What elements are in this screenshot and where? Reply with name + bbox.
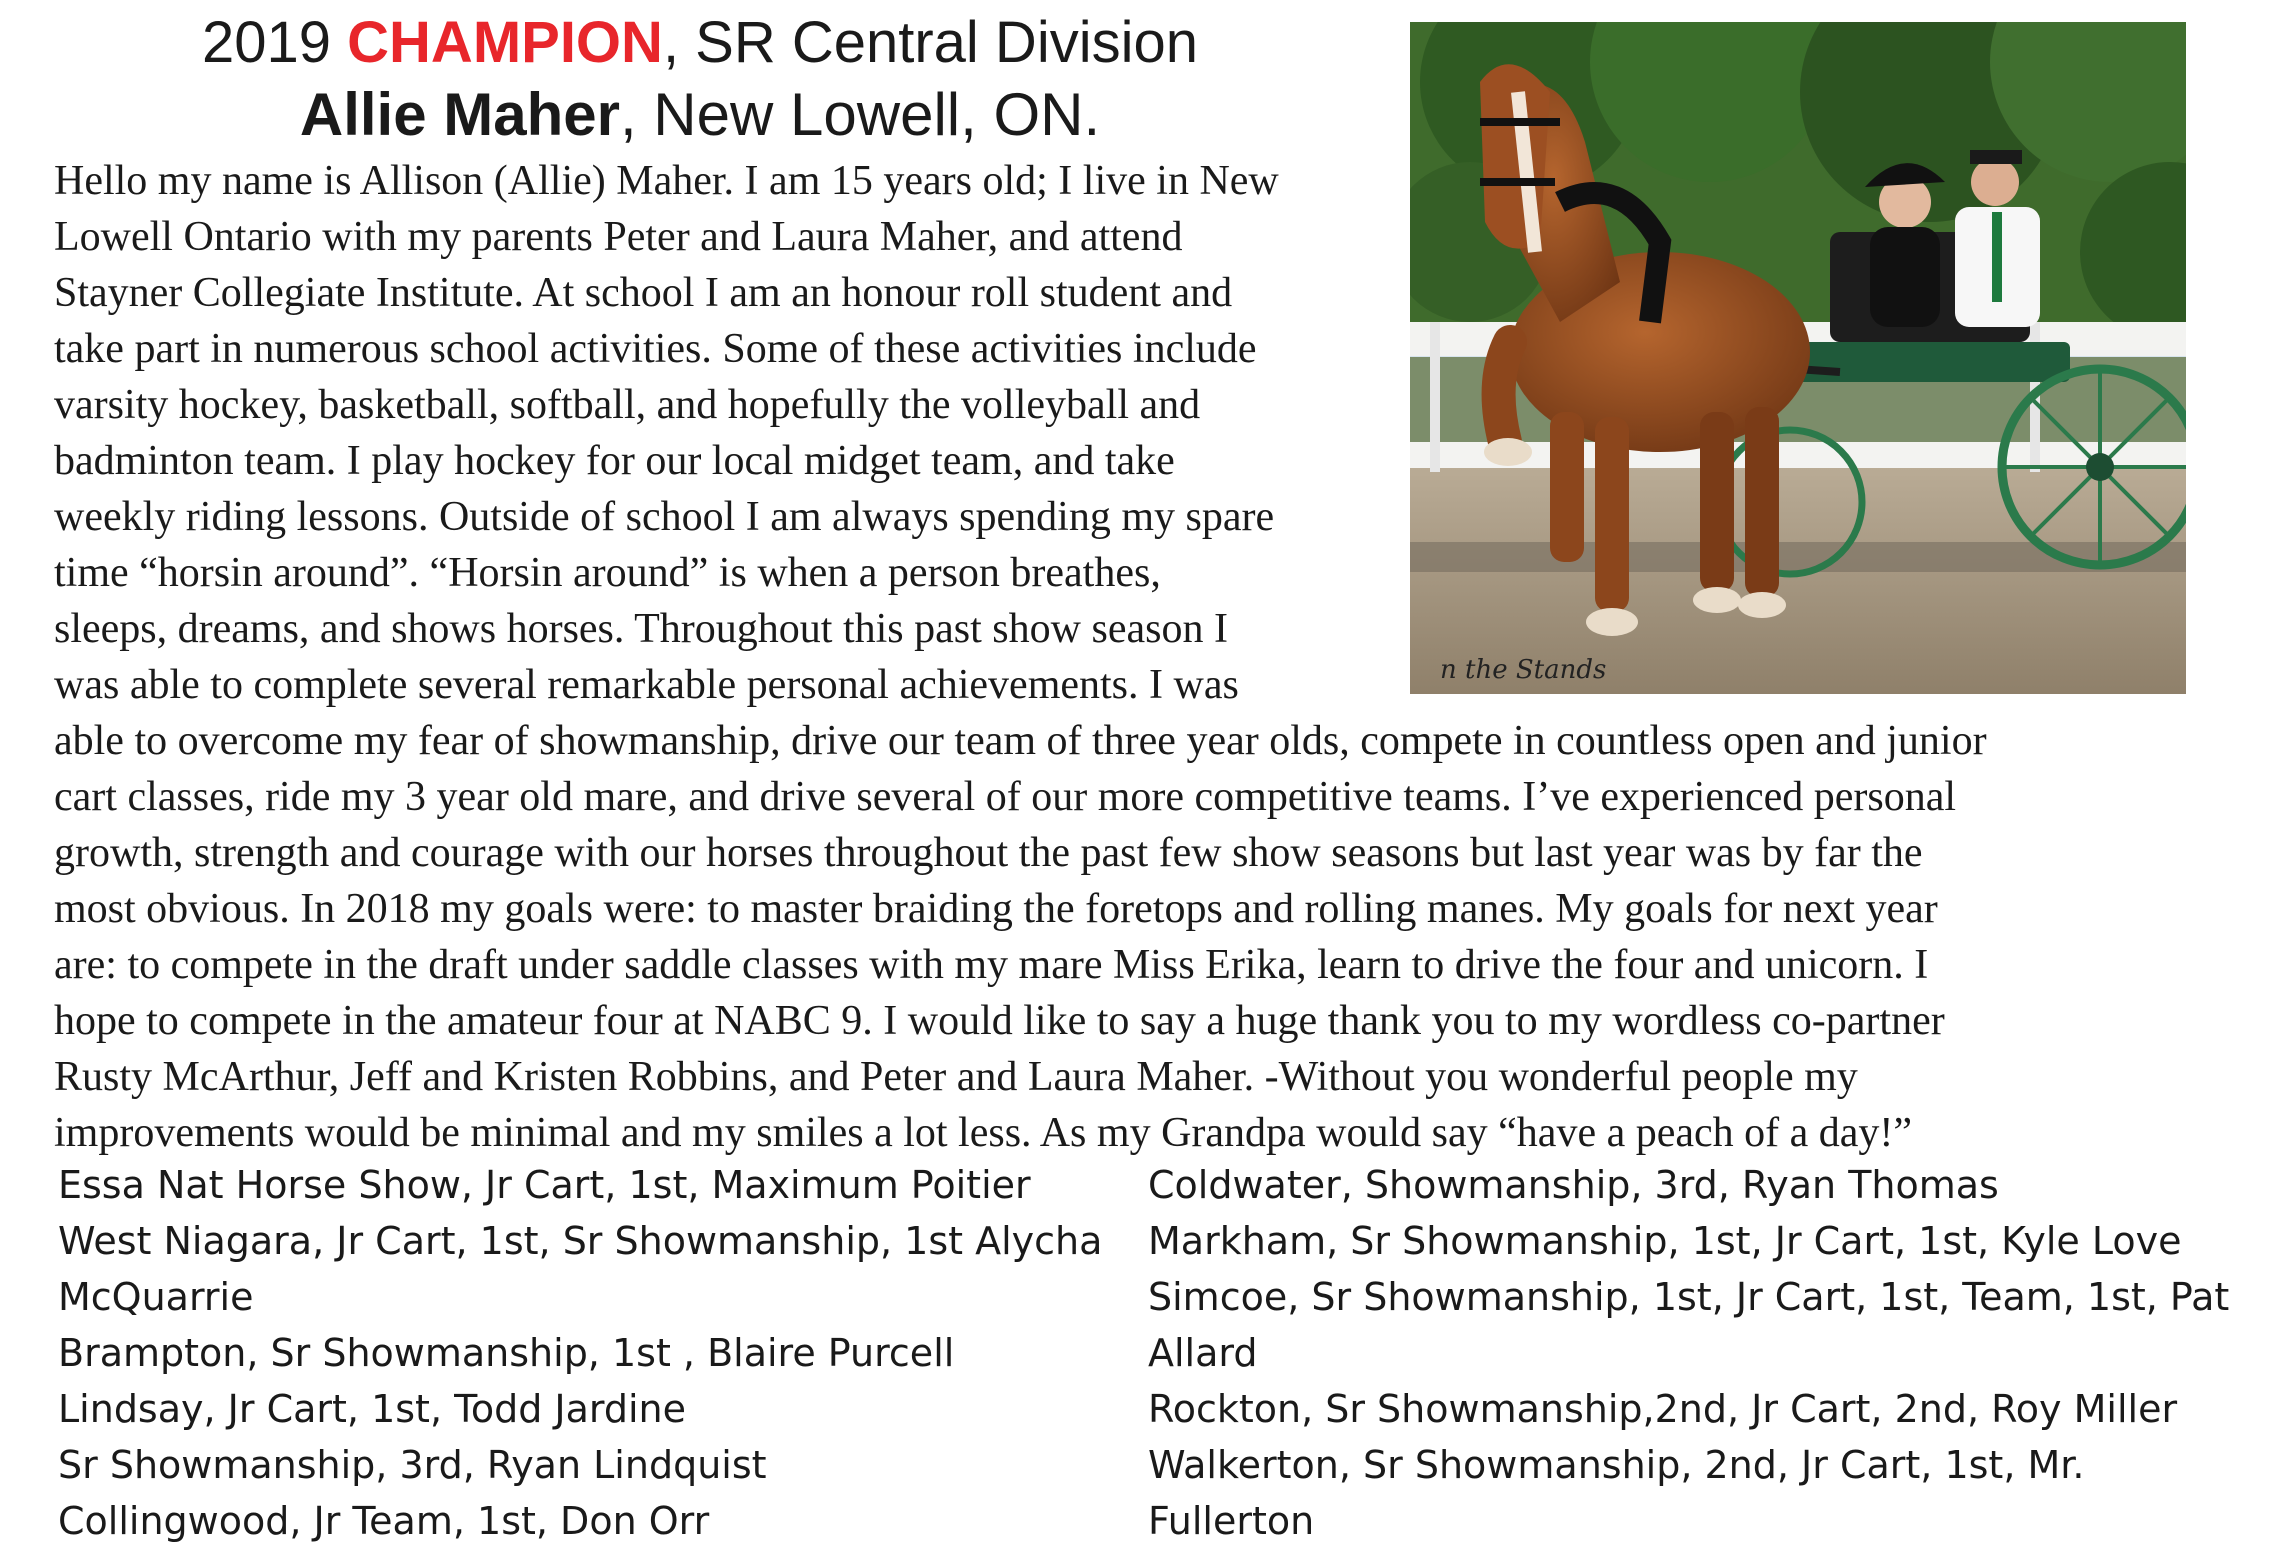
result-entry: Lindsay, Jr Cart, 1st, Todd Jardine bbox=[58, 1387, 687, 1431]
bio-line: cart classes, ride my 3 year old mare, and drive several of our more competitive teams. I’ve experienced personal bbox=[54, 774, 1957, 820]
bio-line: able to overcome my fear of showmanship, drive our team of three year olds, compete in countless open and junior bbox=[54, 718, 1987, 764]
location-text: , New Lowell, ON. bbox=[619, 81, 1101, 148]
name-line bbox=[0, 78, 1400, 152]
champion-name: Allie Maher bbox=[299, 81, 620, 148]
title-line bbox=[0, 8, 1400, 78]
results-right-column bbox=[1148, 1157, 2229, 1549]
result-entry: Essa Nat Horse Show, Jr Cart, 1st, Maximum Poitier bbox=[58, 1163, 1031, 1207]
result-entry: Walkerton, Sr Showmanship, 2nd, Jr Cart, 1st, Mr. bbox=[1148, 1443, 2085, 1487]
bio-line: most obvious. In 2018 my goals were: to master braiding the foretops and rolling manes. My goals for next year bbox=[54, 886, 1938, 932]
result-entry: McQuarrie bbox=[58, 1275, 254, 1319]
result-entry: Brampton, Sr Showmanship, 1st , Blaire Purcell bbox=[58, 1331, 955, 1375]
bio-line: hope to compete in the amateur four at NABC 9. I would like to say a huge thank you to my wordless co-partner bbox=[54, 998, 1945, 1044]
biography-text bbox=[54, 153, 2204, 1161]
bio-line: Hello my name is Allison (Allie) Maher. I am 15 years old; I live in New bbox=[54, 158, 1279, 204]
bio-line: are: to compete in the draft under saddle classes with my mare Miss Erika, learn to drive the four and unicorn. I bbox=[54, 942, 1929, 988]
bio-line: Lowell Ontario with my parents Peter and Laura Maher, and attend bbox=[54, 214, 1183, 260]
result-entry: Markham, Sr Showmanship, 1st, Jr Cart, 1st, Kyle Love bbox=[1148, 1219, 2182, 1263]
bio-line: take part in numerous school activities. Some of these activities include bbox=[54, 326, 1257, 372]
article-header bbox=[0, 8, 1400, 152]
bio-line: time “horsin around”. “Horsin around” is when a person breathes, bbox=[54, 550, 1161, 596]
bio-line: varsity hockey, basketball, softball, and hopefully the volleyball and bbox=[54, 382, 1201, 428]
bio-line: was able to complete several remarkable personal achievements. I was bbox=[54, 662, 1239, 708]
result-entry: Allard bbox=[1148, 1331, 1258, 1375]
bio-line: badminton team. I play hockey for our local midget team, and take bbox=[54, 438, 1175, 484]
results-left-column bbox=[58, 1157, 1102, 1549]
division-text: , SR Central Division bbox=[662, 10, 1198, 75]
photo-watermark: n the Stands bbox=[1440, 655, 1607, 685]
result-entry: West Niagara, Jr Cart, 1st, Sr Showmanship, 1st Alycha bbox=[58, 1219, 1103, 1263]
result-entry: Rockton, Sr Showmanship,2nd, Jr Cart, 2nd, Roy Miller bbox=[1148, 1387, 2178, 1431]
year-text: 2019 bbox=[202, 10, 348, 75]
bio-line: improvements would be minimal and my smiles a lot less. As my Grandpa would say “have a peach of a day!” bbox=[54, 1110, 1913, 1156]
result-entry: Fullerton bbox=[1148, 1499, 1315, 1543]
bio-line: growth, strength and courage with our horses throughout the past few show seasons but last year was by far the bbox=[54, 830, 1923, 876]
result-entry: Coldwater, Showmanship, 3rd, Ryan Thomas bbox=[1148, 1163, 1999, 1207]
bio-line: weekly riding lessons. Outside of school I am always spending my spare bbox=[54, 494, 1275, 540]
bio-line: Stayner Collegiate Institute. At school I am an honour roll student and bbox=[54, 270, 1233, 316]
result-entry: Sr Showmanship, 3rd, Ryan Lindquist bbox=[58, 1443, 767, 1487]
bio-line: sleeps, dreams, and shows horses. Throughout this past show season I bbox=[54, 606, 1228, 652]
champion-text: CHAMPION bbox=[347, 10, 663, 75]
bio-line: Rusty McArthur, Jeff and Kristen Robbins, and Peter and Laura Maher. -Without you wonderful people my bbox=[54, 1054, 1858, 1100]
result-entry: Collingwood, Jr Team, 1st, Don Orr bbox=[58, 1499, 710, 1543]
result-entry: Simcoe, Sr Showmanship, 1st, Jr Cart, 1st, Team, 1st, Pat bbox=[1148, 1275, 2230, 1319]
